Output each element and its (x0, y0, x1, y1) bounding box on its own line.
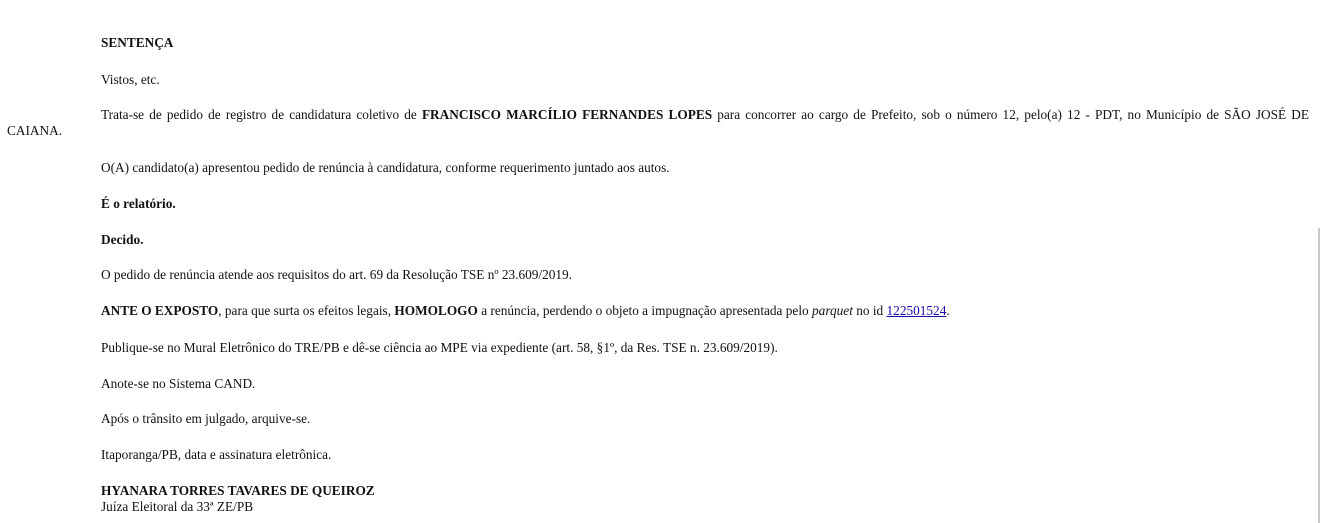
document-id-link[interactable]: 122501524 (886, 303, 947, 318)
paragraph-request: Trata-se de pedido de registro de candidatura coletivo de FRANCISCO MARCÍLIO FERNANDES LOPES para concorrer ao cargo de Prefeito, sob o número 12, pelo(a) 12 - PDT, no Município de SÃO JOSÉ DE CAIANA. (7, 107, 1309, 138)
signer-name: HYANARA TORRES TAVARES DE QUEIROZ (101, 483, 375, 498)
candidate-name: FRANCISCO MARCÍLIO FERNANDES LOPES (421, 107, 713, 122)
heading-relatorio: É o relatório. (101, 196, 176, 211)
paragraph-vistos: Vistos, etc. (101, 72, 160, 87)
paragraph-publique: Publique-se no Mural Eletrônico do TRE/PB e dê-se ciência ao MPE via expediente (art. 58, §1º, da Res. TSE n. 23.609/2019). (101, 340, 778, 355)
paragraph-anote: Anote-se no Sistema CAND. (101, 376, 256, 391)
document-title: SENTENÇA (101, 35, 174, 50)
municipality-name: SÃO JOSÉ DE CAIANA (7, 107, 1309, 138)
place-date: Itaporanga/PB, data e assinatura eletrônica. (101, 447, 332, 462)
signer-role: Juíza Eleitoral da 33ª ZE/PB (101, 499, 254, 514)
paragraph-arquive: Após o trânsito em julgado, arquive-se. (101, 411, 311, 426)
heading-decido: Decido. (101, 232, 144, 247)
paragraph-renuncia: O(A) candidato(a) apresentou pedido de renúncia à candidatura, conforme requerimento juntado aos autos. (101, 160, 670, 175)
paragraph-decision: ANTE O EXPOSTO, para que surta os efeitos legais, HOMOLOGO a renúncia, perdendo o objeto a impugnação apresentada pelo parquet no id 122501524. (101, 303, 950, 318)
paragraph-requisitos: O pedido de renúncia atende aos requisitos do art. 69 da Resolução TSE nº 23.609/2019. (101, 267, 573, 282)
